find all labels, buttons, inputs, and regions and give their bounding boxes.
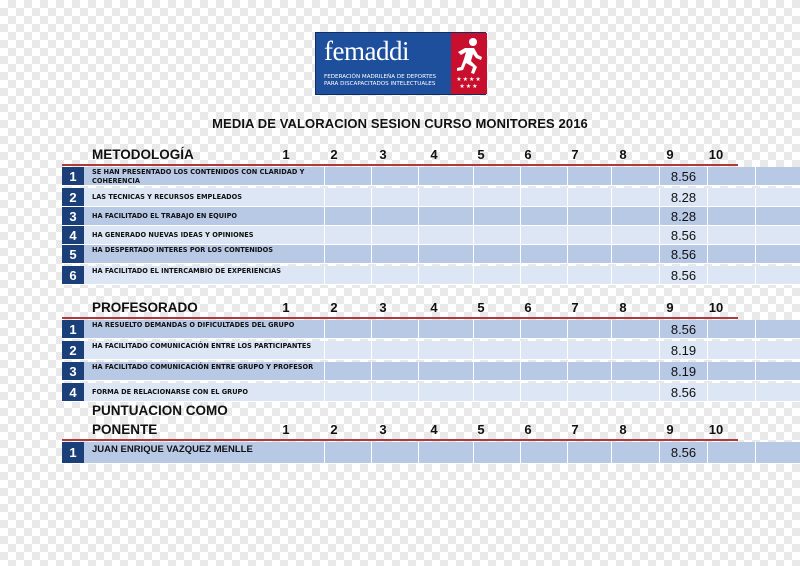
column-header: 5 <box>477 422 485 437</box>
column-header: 1 <box>282 300 290 315</box>
score-cell <box>611 207 659 226</box>
table-row <box>62 167 738 186</box>
column-header: 1 <box>282 147 290 162</box>
score-cell <box>520 207 567 226</box>
score-cell <box>324 383 371 402</box>
score-cell <box>371 188 418 207</box>
score-cell <box>418 167 473 186</box>
row-number: 1 <box>62 442 84 464</box>
column-header: 4 <box>430 422 438 437</box>
row-label: LAS TECNICAS Y RECURSOS EMPLEADOS <box>84 188 324 207</box>
score-cell <box>520 383 567 402</box>
score-cell <box>473 383 520 402</box>
score-cell-8: 8.56 <box>659 266 707 285</box>
score-cell <box>324 362 371 381</box>
score-cell <box>755 341 800 360</box>
column-header: 9 <box>666 422 674 437</box>
score-cell-8: 8.19 <box>659 341 707 360</box>
score-cell <box>611 383 659 402</box>
score-cell <box>324 188 371 207</box>
column-header: 8 <box>619 147 627 162</box>
row-label: HA FACILITADO EL INTERCAMBIO DE EXPERIENCIAS <box>84 266 324 285</box>
score-cell <box>324 226 371 245</box>
row-label: HA RESUELTO DEMANDAS O DIFICULTADES DEL GRUPO <box>84 320 324 339</box>
score-cell <box>567 207 611 226</box>
score-cell <box>418 207 473 226</box>
table-row <box>62 245 738 264</box>
score-cell <box>324 442 371 464</box>
score-cell <box>707 320 755 339</box>
table-row <box>62 226 738 245</box>
row-number: 1 <box>62 320 84 339</box>
score-cell <box>611 362 659 381</box>
score-cell <box>567 341 611 360</box>
score-cell <box>755 226 800 245</box>
section-header-profesorado <box>62 299 738 317</box>
score-cell <box>418 383 473 402</box>
score-cell <box>707 341 755 360</box>
score-cell <box>324 207 371 226</box>
score-cell <box>371 442 418 464</box>
score-cell <box>707 266 755 285</box>
score-cell <box>755 383 800 402</box>
section-divider <box>62 164 738 166</box>
column-header: 6 <box>524 300 532 315</box>
score-cell <box>567 245 611 264</box>
runner-icon <box>451 33 487 94</box>
score-cell <box>567 320 611 339</box>
score-cell <box>567 442 611 464</box>
score-cell <box>567 226 611 245</box>
column-header: 2 <box>330 147 338 162</box>
section-divider <box>62 317 738 319</box>
column-header: 7 <box>571 147 579 162</box>
row-label: FORMA DE RELACIONARSE CON EL GRUPO <box>84 383 324 402</box>
score-cell <box>567 167 611 186</box>
row-number: 4 <box>62 383 84 402</box>
section-title-line1: PUNTUACION COMO <box>92 403 228 418</box>
score-cell <box>371 320 418 339</box>
score-cell-8: 8.56 <box>659 226 707 245</box>
logo-wordmark: femaddi <box>324 36 409 66</box>
score-cell <box>707 226 755 245</box>
row-label: JUAN ENRIQUE VAZQUEZ MENLLE <box>84 442 324 464</box>
row-label: HA GENERADO NUEVAS IDEAS Y OPINIONES <box>84 226 324 245</box>
score-cell-8: 8.28 <box>659 207 707 226</box>
row-label: SE HAN PRESENTADO LOS CONTENIDOS CON CLARIDAD Y COHERENCIA <box>84 167 324 186</box>
row-number: 2 <box>62 341 84 360</box>
score-cell <box>473 341 520 360</box>
score-cell <box>707 442 755 464</box>
score-cell <box>520 266 567 285</box>
femaddi-logo <box>315 32 486 95</box>
column-header: 6 <box>524 147 532 162</box>
column-header: 8 <box>619 300 627 315</box>
score-cell <box>418 341 473 360</box>
score-cell <box>371 245 418 264</box>
score-cell <box>473 266 520 285</box>
score-cell-8: 8.28 <box>659 188 707 207</box>
score-cell <box>371 226 418 245</box>
score-cell <box>707 188 755 207</box>
section-header-metodologia <box>62 146 738 164</box>
table-row <box>62 362 738 381</box>
score-cell <box>611 320 659 339</box>
column-header: 10 <box>708 147 724 162</box>
table-row <box>62 442 738 464</box>
section-header-ponente <box>62 421 738 439</box>
score-cell <box>755 266 800 285</box>
row-label: HA FACILITADO EL TRABAJO EN EQUIPO <box>84 207 324 226</box>
score-cell <box>418 362 473 381</box>
stars-icon: ★★★★ ★★★ <box>456 77 482 90</box>
score-cell <box>707 167 755 186</box>
column-header: 7 <box>571 422 579 437</box>
score-cell <box>473 188 520 207</box>
score-cell <box>611 442 659 464</box>
score-cell <box>371 167 418 186</box>
score-cell <box>611 226 659 245</box>
column-header: 4 <box>430 147 438 162</box>
score-cell <box>755 207 800 226</box>
score-cell-8: 8.56 <box>659 320 707 339</box>
score-cell-8: 8.56 <box>659 442 707 464</box>
section-title: PONENTE <box>92 422 158 437</box>
score-cell <box>324 266 371 285</box>
score-cell <box>755 362 800 381</box>
row-label: HA DESPERTADO INTERES POR LOS CONTENIDOS <box>84 245 324 264</box>
row-label: HA FACILITADO COMUNICACIÓN ENTRE GRUPO Y PROFESOR <box>84 362 324 381</box>
column-header: 10 <box>708 422 724 437</box>
column-header: 2 <box>330 300 338 315</box>
score-cell <box>418 245 473 264</box>
row-number: 5 <box>62 245 84 264</box>
score-cell <box>473 207 520 226</box>
score-cell <box>611 266 659 285</box>
section-divider <box>62 439 738 441</box>
document-title: MEDIA DE VALORACION SESION CURSO MONITORES 2016 <box>212 116 588 131</box>
score-cell <box>324 245 371 264</box>
score-cell <box>473 442 520 464</box>
column-header: 5 <box>477 147 485 162</box>
row-number: 3 <box>62 362 84 381</box>
score-cell <box>520 188 567 207</box>
score-cell <box>707 362 755 381</box>
score-cell <box>473 320 520 339</box>
row-number: 4 <box>62 226 84 245</box>
score-cell <box>371 266 418 285</box>
score-cell <box>611 188 659 207</box>
score-cell <box>567 188 611 207</box>
score-cell <box>473 362 520 381</box>
column-header: 3 <box>379 300 387 315</box>
score-cell <box>371 362 418 381</box>
score-cell-8: 8.56 <box>659 245 707 264</box>
score-cell <box>755 188 800 207</box>
score-cell <box>418 442 473 464</box>
score-cell <box>418 266 473 285</box>
column-header: 9 <box>666 300 674 315</box>
score-cell <box>371 207 418 226</box>
column-header: 10 <box>708 300 724 315</box>
table-row <box>62 188 738 207</box>
score-cell <box>520 442 567 464</box>
score-cell <box>418 320 473 339</box>
score-cell <box>567 383 611 402</box>
score-cell <box>755 442 800 464</box>
score-cell <box>371 383 418 402</box>
score-cell <box>418 188 473 207</box>
row-label: HA FACILITADO COMUNICACIÓN ENTRE LOS PARTICIPANTES <box>84 341 324 360</box>
column-header: 8 <box>619 422 627 437</box>
table-row <box>62 341 738 360</box>
column-header: 1 <box>282 422 290 437</box>
score-cell <box>567 266 611 285</box>
score-cell <box>520 341 567 360</box>
row-number: 2 <box>62 188 84 207</box>
score-cell <box>707 207 755 226</box>
score-cell-8: 8.56 <box>659 383 707 402</box>
table-row <box>62 320 738 339</box>
row-number: 3 <box>62 207 84 226</box>
score-cell <box>520 245 567 264</box>
column-header: 2 <box>330 422 338 437</box>
score-cell <box>473 226 520 245</box>
score-cell <box>707 383 755 402</box>
column-header: 3 <box>379 147 387 162</box>
score-cell <box>611 341 659 360</box>
score-cell <box>520 362 567 381</box>
score-cell <box>324 320 371 339</box>
score-cell <box>473 245 520 264</box>
row-number: 6 <box>62 266 84 285</box>
table-row <box>62 207 738 226</box>
table-row <box>62 383 738 402</box>
score-cell <box>473 167 520 186</box>
score-cell <box>755 167 800 186</box>
section-title: PROFESORADO <box>92 300 198 315</box>
score-cell-8: 8.19 <box>659 362 707 381</box>
table-row <box>62 266 738 285</box>
row-number: 1 <box>62 167 84 186</box>
score-cell <box>611 167 659 186</box>
score-cell <box>567 362 611 381</box>
score-cell <box>324 167 371 186</box>
column-header: 6 <box>524 422 532 437</box>
column-header: 3 <box>379 422 387 437</box>
column-header: 5 <box>477 300 485 315</box>
score-cell <box>520 167 567 186</box>
score-cell <box>520 226 567 245</box>
section-header-puntuacion-line1 <box>62 402 738 420</box>
score-cell <box>707 245 755 264</box>
score-cell <box>611 245 659 264</box>
section-title: METODOLOGÍA <box>92 147 194 162</box>
logo-subtitle: FEDERACIÓN MADRILEÑA DE DEPORTES PARA DISCAPACITADOS INTELECTUALES <box>324 74 437 87</box>
column-header: 7 <box>571 300 579 315</box>
column-header: 9 <box>666 147 674 162</box>
score-cell <box>520 320 567 339</box>
score-cell <box>755 320 800 339</box>
score-cell <box>418 226 473 245</box>
score-cell-8: 8.56 <box>659 167 707 186</box>
score-cell <box>755 245 800 264</box>
score-cell <box>371 341 418 360</box>
score-cell <box>324 341 371 360</box>
column-header: 4 <box>430 300 438 315</box>
